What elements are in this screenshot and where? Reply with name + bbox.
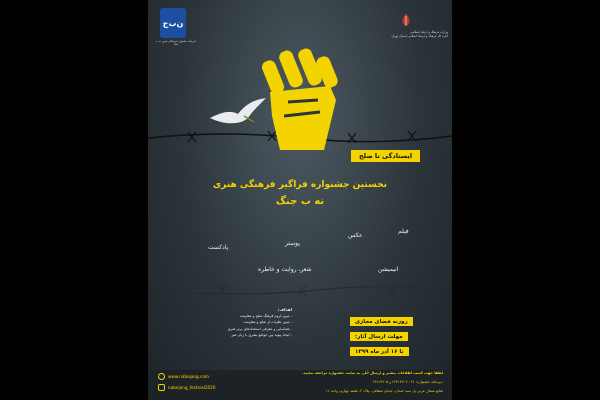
goals-list [172, 306, 292, 338]
deadline-label-badge: مهلت ارسال آثار: [350, 332, 408, 341]
website-url: www.nabejang.com [168, 374, 209, 379]
address-text: شانع شمال غربی پل سید خندان، خیابان شقاقی، پلاک ۲، طبقه چهارم، واحد ۱۱ [325, 389, 443, 393]
category-poster: پوستر [285, 240, 300, 247]
category-podcast: پادکست [208, 244, 229, 251]
ministry-line-1: وزارت فرهنگ و ارشاد اسلامی [410, 30, 448, 34]
more-info-text: لطفا جهت کسب اطلاعات بیشتر و ارسال آثار، به سایت جشنواره مراجعه نمایید. [302, 371, 443, 375]
goal-item: - شناسایی و معرفی استعدادهای برتر هنری [227, 326, 292, 331]
ministry-text [348, 30, 448, 38]
goal-item: - تبیین نظرات از صلح و مقاومت [243, 320, 292, 325]
festival-subtitle: نه ب جنگ [275, 196, 325, 207]
festival-logo-text: ن‌ب‌ج [162, 18, 184, 28]
dove-icon [208, 96, 268, 130]
instagram-link[interactable] [158, 384, 216, 391]
deadline-space-badge: روزنه فضای مجازی [350, 317, 413, 326]
goal-item: - تبیین لزوم فرهنگ صلح و مقاومت [239, 314, 292, 318]
emblem-icon [398, 12, 414, 28]
instagram-handle: nabejang_festival2020 [168, 385, 216, 390]
festival-title: نخستین جشنواره فراگیر فرهنگی هنری [212, 180, 388, 190]
category-photo: عکس [348, 232, 363, 239]
festival-poster [148, 0, 452, 400]
globe-icon [158, 373, 165, 380]
slogan-badge: ایستادگی تا صلح [351, 150, 420, 162]
category-poetry: شعر، روایت و خاطره [258, 266, 312, 273]
goal-item: - ایجاد پیوند بین جوامع بشری با زبان هنر [231, 332, 292, 337]
goals-title: اهداف: [277, 307, 292, 312]
deadline-date-badge: تا ۱۶ آذر ماه ۱۳۹۹ [350, 347, 409, 356]
festival-logo-caption: دبیرخانه جشنواره فرهنگی هنری نه ب جنگ [155, 40, 197, 47]
instagram-icon [158, 384, 165, 391]
website-link[interactable] [158, 373, 209, 380]
festival-logo [160, 8, 186, 38]
category-film: فیلم [398, 228, 409, 235]
ministry-line-2: اداره کل فرهنگ و ارشاد اسلامی استان تهران [391, 34, 448, 39]
category-animation: انیمیشن [378, 266, 399, 273]
phone-text: دبیرخانه جشنواره: ۰۲۱-۶۶۴۱۴۷۰۲ و ۶۶۷۱۳۷۰۵ [372, 380, 443, 384]
fist-icon [258, 46, 348, 158]
barbed-wire-icon [148, 282, 452, 302]
